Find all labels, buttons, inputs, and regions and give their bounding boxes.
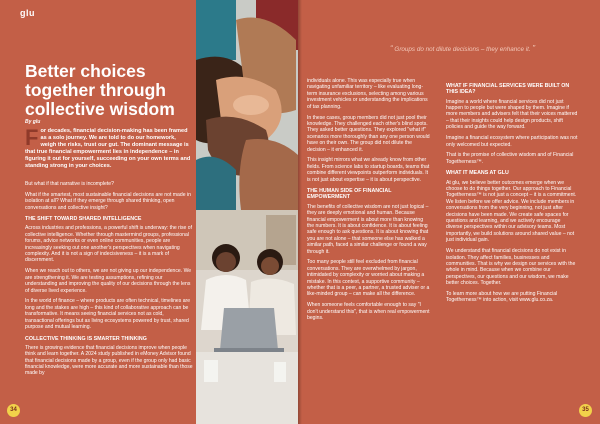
paragraph: When we reach out to others, we are not giving up our independence. We are strengthening it. We are testing assumptions, refining our understanding and improving the quality of our decisions through the lens of diverse lived experience. bbox=[25, 268, 192, 294]
section-heading-human: THE HUMAN SIDE OF FINANCIAL EMPOWERMENT bbox=[307, 188, 392, 201]
article-intro bbox=[25, 125, 193, 171]
paragraph: The benefits of collective wisdom are not just logical – they are deeply emotional and human. Because financial empowerment is about more than knowing the numbers. It is about confidence. It is about feeling safe enough to ask questions. It is about knowing that you are not alone – that someone else has walked a similar path, faced a similar challenge or found a way through it. bbox=[307, 203, 429, 255]
laptop-friends-illustration bbox=[196, 210, 298, 424]
paragraph: What if the smartest, most sustainable financial decisions are not made in isolation at all? What if they emerge through shared thinking, open conversations and collective insight? bbox=[25, 191, 191, 211]
glu-logo: glu bbox=[20, 8, 35, 18]
paragraph: We understand that financial decisions do not exist in isolation. They affect families, businesses and communities. That is why we design our services with the whole in mind. Because when we combine our perspectives, our questions and our wisdom, we make better choices. Together. bbox=[446, 248, 576, 287]
paragraph: Imagine a financial ecosystem where participation was not only welcomed but expected. bbox=[446, 135, 578, 148]
page-number-left: 34 bbox=[7, 404, 20, 417]
section-heading-glu: WHAT IT MEANS AT GLU bbox=[446, 170, 509, 177]
column-3 bbox=[446, 78, 578, 308]
photo-laptop-friends bbox=[196, 210, 298, 424]
paragraph: Too many people still feel excluded from financial conversations. They are overwhelmed by jargon, intimidated by complexity or worried about making a mistake. In this context, a supportive community – whether that is a peer, a partner, a trusted adviser or a like-minded group – can make all the difference. bbox=[307, 259, 430, 298]
paragraph: That is the promise of collective wisdom and of Financial Togetherness™. bbox=[446, 152, 574, 165]
paragraph: To learn more about how we are putting Financial Togetherness™ into action, visit www.glu.co.za. bbox=[446, 291, 558, 304]
intro-text: or decades, financial decision-making has been framed as a solo journey. We are told to do our homework, weigh the risks, trust our gut. The dominant message is that true financial empowerment lies in independence – in figuring it out for yourself, succeeding on your own terms and standing strong in your choices. bbox=[25, 128, 191, 170]
paragraph: There is growing evidence that financial decisions improve when people think and learn together. A 2024 study published in eMoney Advisor found that financial decisions made by a group, even if the group only had basic financial knowledge, were more accurate and more sustainable than those made by bbox=[25, 344, 193, 377]
drop-cap: F bbox=[25, 125, 39, 150]
paragraph: In the world of finance – where products are often technical, timelines are long and the stakes are high – this kind of collaborative approach can be transformative. It means seeing financial services not as cold, transactional offerings but as living ecosystems powered by trust, shared purpose and mutual learning. bbox=[25, 298, 191, 331]
paragraph: At glu, we believe better outcomes emerge when we choose to do things together. Our approach to Financial Togetherness™ is not just a concept – it is a commitment. We listen before we offer advice. We include members in conversations from the very beginning, not just after decisions have been made. We create safe spaces for questions and learning, and we actively encourage diverse perspectives within our advisory teams. Most importantly, we build solutions around shared value – not just individual gain. bbox=[446, 179, 577, 244]
page-number-right: 35 bbox=[579, 404, 592, 417]
section-heading-smarter: COLLECTIVE THINKING IS SMARTER THINKING bbox=[25, 335, 147, 342]
paragraph: Imagine a world where financial services did not just happen to people but were shaped by them. Imagine if more members and advisers felt that their voices mattered – that their insights could help design products, shift policies and guide the way forward. bbox=[446, 98, 578, 131]
page-gutter bbox=[298, 0, 302, 424]
paragraph: This insight mirrors what we already know from other fields. From science labs to startup boards, teams that combine different viewpoints outperform individuals. It is not just about expertise – it is about perspective. bbox=[307, 157, 430, 183]
paragraph: In these cases, group members did not just pool their knowledge. They challenged each other's blind spots. They asked better questions. They explored "what if" scenarios more thoroughly than any one person would have on their own. The group did not dilute the decision – it enhanced it. bbox=[307, 114, 430, 153]
paragraph: When someone feels comfortable enough to say "I don't understand this", that is when real empowerment begins. bbox=[307, 302, 430, 322]
stacked-hands-illustration bbox=[196, 0, 298, 210]
pull-quote-text: Groups do not dilute decisions – they enhance it. bbox=[394, 46, 531, 53]
photo-stacked-hands bbox=[196, 0, 298, 210]
section-heading-what-if: WHAT IF FINANCIAL SERVICES WERE BUILT ON THIS IDEA? bbox=[446, 83, 570, 96]
quote-mark-icon: ” bbox=[532, 44, 536, 53]
paragraph: But what if that narrative is incomplete? bbox=[25, 181, 114, 187]
section-heading-shift: THE SHIFT TOWARD SHARED INTELLIGENCE bbox=[25, 216, 142, 223]
column-1 bbox=[25, 181, 193, 381]
article-title: Better choices together through collective wisdom bbox=[25, 61, 175, 119]
paragraph: Across industries and professions, a powerful shift is underway: the rise of collective intelligence. Whether through mastermind groups, professional forums, advice networks or even online communities, people are increasingly seeking out one another's perspectives when navigating complexity. And it is not a sign of indecisiveness – it is a mark of discernment. bbox=[25, 225, 193, 264]
quote-mark-icon: “ bbox=[390, 44, 393, 53]
paragraph: individuals alone. This was especially true when navigating unfamiliar territory – like evaluating long-term insurance exclusions, selecting among various investment vehicles or understanding the implications of tax planning. bbox=[307, 78, 428, 110]
article-byline: By glu bbox=[25, 119, 41, 125]
pull-quote bbox=[390, 44, 580, 53]
column-2 bbox=[307, 78, 431, 326]
